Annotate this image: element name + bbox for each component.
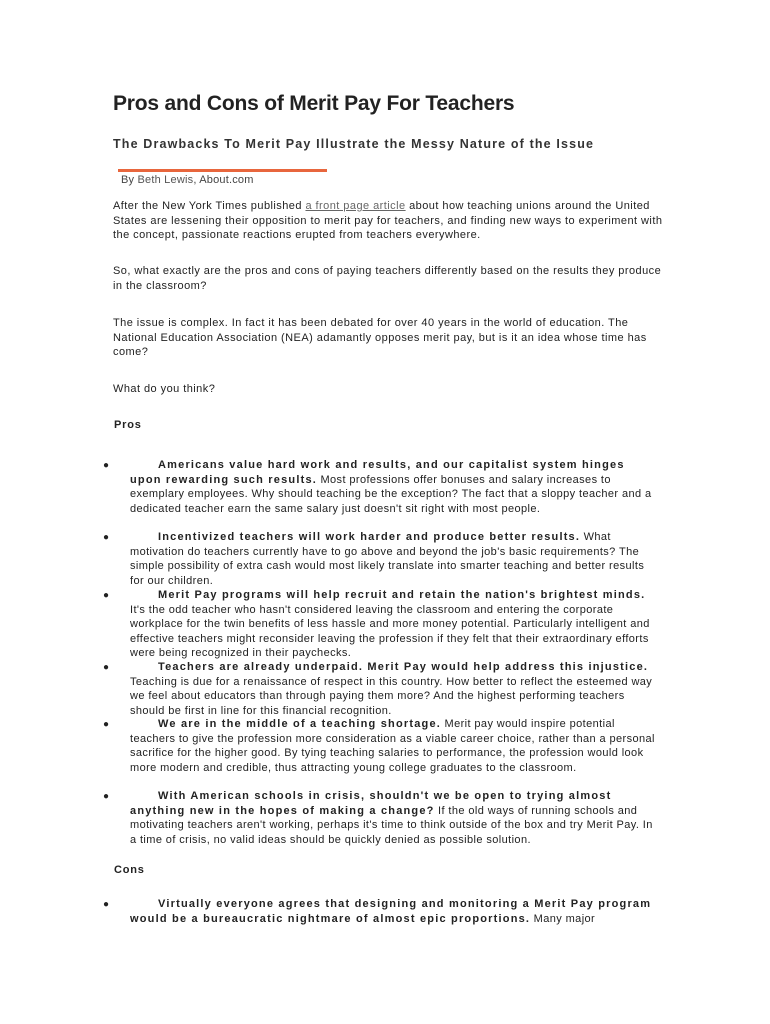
list-item-text	[130, 530, 658, 588]
front-page-article-link[interactable]: a front page article	[305, 200, 406, 212]
list-item-text	[130, 660, 658, 718]
list-item-claim: Virtually everyone agrees that designing and monitoring a Merit Pay program would be a bureaucratic nightmare of almost epic proportions.	[130, 898, 652, 925]
list-item-text	[130, 789, 658, 847]
list-item-claim: We are in the middle of a teaching shortage.	[158, 718, 442, 730]
list-item-claim: With American schools in crisis, shouldn't we be open to trying almost anything new in the hopes of making a change?	[130, 790, 612, 817]
list-item-text	[130, 717, 658, 775]
bullet-icon: ●	[103, 662, 110, 673]
list-item-text	[130, 897, 658, 926]
question-paragraph: So, what exactly are the pros and cons of paying teachers differently based on the results they produce in the classroom?	[113, 265, 662, 292]
list-item-explanation: Teaching is due for a renaissance of respect in this country. How better to reflect the esteemed way we feel about educators than through paying them more? And the highest performing teachers should be first in line for this financial recognition.	[130, 675, 653, 717]
list-item-claim: Incentivized teachers will work harder and produce better results.	[158, 531, 581, 543]
list-item-explanation: Most professions offer bonuses and salary increases to exemplary employees. Why should teaching be the exception? The fact that a sloppy teacher and a dedicated teacher earn the same salary just doesn't sit right with most people.	[130, 473, 652, 515]
page-title: Pros and Cons of Merit Pay For Teachers	[113, 92, 515, 115]
intro-text-start: After the New York Times published	[113, 200, 306, 212]
intro-text-end: about how teaching unions around the United States are lessening their opposition to merit pay for teachers, and finding new ways to experiment with the concept, passionate reactions erupted from teachers everywhere.	[113, 200, 663, 242]
bullet-icon: ●	[103, 791, 110, 802]
list-item-claim: Americans value hard work and results, and our capitalist system hinges upon rewarding such results.	[130, 459, 625, 486]
list-item-explanation: It's the odd teacher who hasn't considered leaving the classroom and entering the corporate workplace for the twin benefits of less hassle and more money potential. Particularly intelligent and effective teachers might reconsider leaving the profession if they felt that their extraordinary efforts were being recognized in their paychecks.	[130, 603, 650, 659]
list-item-text	[130, 588, 658, 661]
bullet-icon: ●	[103, 899, 110, 910]
prompt-paragraph: What do you think?	[113, 383, 216, 395]
byline-author: Beth Lewis	[137, 174, 194, 186]
article-subtitle: The Drawbacks To Merit Pay Illustrate the Messy Nature of the Issue	[113, 137, 595, 151]
pros-heading: Pros	[114, 419, 142, 431]
list-item-explanation: If the old ways of running schools and motivating teachers aren't working, perhaps it's time to think outside of the box and try Merit Pay. In a time of crisis, no valid ideas should be quickly denied as possible solution.	[130, 804, 653, 846]
bullet-icon: ●	[103, 532, 110, 543]
list-item-explanation: Many major	[530, 912, 596, 925]
byline-prefix: By	[121, 174, 138, 186]
byline-source: , About.com	[193, 174, 254, 186]
bullet-icon: ●	[103, 590, 110, 601]
bullet-icon: ●	[103, 460, 110, 471]
list-item-explanation: Merit pay would inspire potential teachers to give the profession more consideration as a viable career choice, rather than a personal sacrifice for the higher good. By tying teaching salaries to performance, the profession would look more modern and credible, thus attracting young college graduates to the classroom.	[130, 718, 655, 774]
byline	[121, 174, 254, 186]
intro-paragraph	[113, 199, 673, 243]
bullet-icon: ●	[103, 719, 110, 730]
list-item-claim: Teachers are already underpaid. Merit Pay would help address this injustice.	[158, 661, 649, 673]
list-item-explanation: What motivation do teachers currently have to go above and beyond the job's basic requirements? The simple possibility of extra cash would most likely translate into smarter teaching and better results for our children.	[130, 531, 645, 587]
complexity-paragraph: The issue is complex. In fact it has been debated for over 40 years in the world of education. The National Education Association (NEA) adamantly opposes merit pay, but is it an idea whose time has come?	[113, 317, 647, 359]
cons-heading: Cons	[114, 864, 145, 876]
title-accent-rule	[118, 169, 327, 172]
list-item-text	[130, 458, 658, 516]
list-item-claim: Merit Pay programs will help recruit and retain the nation's brightest minds.	[158, 589, 646, 601]
